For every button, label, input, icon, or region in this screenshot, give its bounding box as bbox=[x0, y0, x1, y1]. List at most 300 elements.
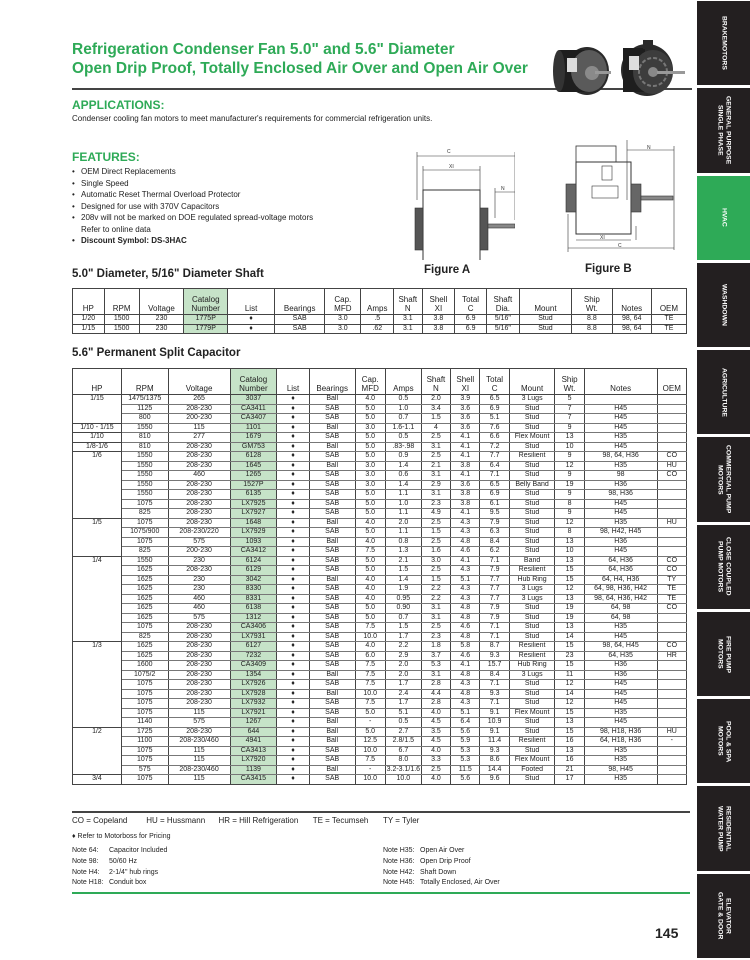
cell-catalog-number: 1679 bbox=[230, 433, 277, 443]
cell-amps: 1.0 bbox=[385, 499, 421, 509]
cell-list: ♦ bbox=[277, 471, 310, 481]
cell-total-c: 11.4 bbox=[480, 737, 509, 747]
cell-mount: Flex Mount bbox=[509, 708, 555, 718]
cell-cap-mfd: 4.0 bbox=[355, 642, 385, 652]
table-row bbox=[73, 480, 687, 490]
cell-shaft-n: 3.1 bbox=[394, 324, 422, 334]
cell-voltage: 208-230 bbox=[168, 689, 230, 699]
cell-mount: Hub Ring bbox=[509, 575, 555, 585]
cell-mount: Stud bbox=[519, 315, 571, 325]
cell-voltage: 208-230 bbox=[168, 727, 230, 737]
cell-catalog-number: 6135 bbox=[230, 490, 277, 500]
cell-amps: 0.6 bbox=[385, 471, 421, 481]
cell-rpm: 1075 bbox=[121, 775, 168, 785]
side-tab-label: POOL & SPA MOTORS bbox=[716, 720, 732, 762]
cell-oem: TE bbox=[651, 315, 686, 325]
cell-bearings: Ball bbox=[309, 518, 355, 528]
cell-mount: Stud bbox=[509, 442, 555, 452]
cell-rpm: 1550 bbox=[121, 490, 168, 500]
cell-total-c: 8.6 bbox=[480, 756, 509, 766]
side-tab-close-coupled-pump-motors[interactable] bbox=[697, 525, 750, 609]
cell-voltage: 208-230 bbox=[168, 452, 230, 462]
side-tab-elevator-gate-door[interactable] bbox=[697, 874, 750, 958]
cell-list: ♦ bbox=[277, 585, 310, 595]
cell-ship-wt: 14 bbox=[555, 632, 584, 642]
cell-list: ♦ bbox=[277, 756, 310, 766]
cell-voltage: 115 bbox=[168, 775, 230, 785]
cell-voltage: 230 bbox=[168, 556, 230, 566]
cell-rpm: 1550 bbox=[121, 480, 168, 490]
cell-total-c: 9.3 bbox=[480, 651, 509, 661]
col-header-shaft-dia: Shaft Dia. bbox=[486, 289, 519, 315]
cell-mount: Hub Ring bbox=[509, 661, 555, 671]
cell-shell-xi: 3.6 bbox=[451, 404, 480, 414]
cell-total-c: 9.1 bbox=[480, 727, 509, 737]
cell-ship-wt: 13 bbox=[555, 623, 584, 633]
cell-shell-xi: 4.3 bbox=[451, 518, 480, 528]
cell-shell-xi: 5.1 bbox=[451, 708, 480, 718]
cell-shaft-n: 2.3 bbox=[421, 499, 450, 509]
figure-a-diagram bbox=[395, 140, 515, 260]
cell-bearings: SAB bbox=[309, 642, 355, 652]
cell-bearings: SAB bbox=[309, 699, 355, 709]
cell-shaft-n: 3.1 bbox=[394, 315, 422, 325]
cell-shaft-n: 2.3 bbox=[421, 632, 450, 642]
cell-bearings: Ball bbox=[309, 461, 355, 471]
cell-rpm: 1100 bbox=[121, 737, 168, 747]
cell-shell-xi: 4.1 bbox=[451, 661, 480, 671]
cell-catalog-number: 1779P bbox=[184, 324, 228, 334]
cell-shell-xi: 4.1 bbox=[451, 509, 480, 519]
cell-cap-mfd: 7.5 bbox=[355, 680, 385, 690]
table-row bbox=[73, 708, 687, 718]
cell-ship-wt: 9 bbox=[555, 490, 584, 500]
cell-amps: 3.2-3.1/1.6 bbox=[386, 765, 421, 773]
cell-oem bbox=[657, 509, 686, 519]
cell-oem bbox=[657, 395, 686, 405]
cell-total-c: 7.9 bbox=[480, 604, 509, 614]
cell-rpm: 1140 bbox=[121, 718, 168, 728]
cell-list: ♦ bbox=[277, 708, 310, 718]
cell-mount: Resilient bbox=[509, 642, 555, 652]
cell-cap-mfd: 4.0 bbox=[355, 585, 385, 595]
table-row bbox=[73, 680, 687, 690]
cell-shell-xi: 11.5 bbox=[451, 765, 480, 775]
cell-list: ♦ bbox=[277, 566, 310, 576]
cell-cap-mfd: 7.5 bbox=[355, 547, 385, 557]
cell-rpm: 1550 bbox=[121, 471, 168, 481]
cell-list: ♦ bbox=[277, 651, 310, 661]
cell-voltage: 460 bbox=[168, 594, 230, 604]
cell-oem: CO bbox=[657, 566, 686, 576]
side-tab-hvac[interactable] bbox=[697, 176, 750, 260]
cell-list: ♦ bbox=[228, 315, 275, 325]
cell-total-c: 14.4 bbox=[480, 765, 509, 775]
cell-ship-wt: 15 bbox=[555, 642, 584, 652]
cell-notes: 64, H18, H36 bbox=[584, 737, 657, 747]
cell-shell-xi: 4.3 bbox=[451, 680, 480, 690]
cell-mount: Resilient bbox=[509, 452, 555, 462]
cell-oem: TY bbox=[657, 575, 686, 585]
col-header-notes: Notes bbox=[612, 289, 651, 315]
cell-mount: Stud bbox=[509, 537, 555, 547]
cell-amps: 1.6-1.1 bbox=[385, 423, 421, 433]
cell-ship-wt: 15 bbox=[555, 727, 584, 737]
cell-cap-mfd: 10.0 bbox=[355, 632, 385, 642]
cell-amps: .5 bbox=[361, 315, 394, 325]
oem-legend bbox=[72, 816, 690, 825]
cell-notes: 64, H36 bbox=[584, 556, 657, 566]
cell-oem bbox=[657, 632, 686, 642]
cell-catalog-number: CA3409 bbox=[230, 661, 277, 671]
cell-rpm: 800 bbox=[121, 414, 168, 424]
col-header-total-c: Total C bbox=[455, 289, 487, 315]
cell-ship-wt: 8.8 bbox=[572, 324, 612, 334]
dim-label-xi: XI bbox=[449, 164, 454, 170]
cell-cap-mfd: 7.5 bbox=[355, 661, 385, 671]
cell-shell-xi: 4.3 bbox=[451, 699, 480, 709]
cell-shaft-n: 2.9 bbox=[421, 480, 450, 490]
cell-shell-xi: 4.3 bbox=[451, 566, 480, 576]
col-header-bearings: Bearings bbox=[309, 369, 355, 395]
cell-voltage: 575 bbox=[168, 537, 230, 547]
cell-list: ♦ bbox=[277, 395, 310, 405]
cell-shell-xi: 4.3 bbox=[451, 585, 480, 595]
side-tab-label: AGRICULTURE bbox=[720, 367, 728, 417]
cell-catalog-number: 1354 bbox=[230, 670, 277, 680]
cell-total-c: 6.4 bbox=[480, 461, 509, 471]
cell-notes: H45 bbox=[584, 689, 657, 699]
cell-oem bbox=[657, 756, 686, 766]
cell-hp: 1/8-1/6 bbox=[73, 442, 122, 452]
side-tab-washdown[interactable] bbox=[697, 263, 750, 347]
side-tab-agriculture[interactable] bbox=[697, 350, 750, 434]
side-tab-pool-spa-motors[interactable] bbox=[697, 699, 750, 783]
cell-amps: 1.3 bbox=[385, 547, 421, 557]
cell-bearings: Ball bbox=[309, 718, 355, 728]
cell-bearings: SAB bbox=[309, 756, 355, 766]
cell-bearings: SAB bbox=[309, 556, 355, 566]
table-row bbox=[73, 689, 687, 699]
cell-bearings: Ball bbox=[309, 423, 355, 433]
cell-notes: H45 bbox=[584, 499, 657, 509]
table-row bbox=[73, 594, 687, 604]
cell-total-c: 7.2 bbox=[480, 442, 509, 452]
cell-ship-wt: 7 bbox=[555, 414, 584, 424]
cell-cap-mfd: 5.0 bbox=[355, 452, 385, 462]
cell-oem bbox=[657, 765, 686, 775]
table-row bbox=[73, 566, 687, 576]
note-value: Totally Enclosed, Air Over bbox=[420, 879, 500, 887]
side-tab-general-purpose-single-phase[interactable] bbox=[697, 88, 750, 172]
cell-ship-wt: 12 bbox=[555, 461, 584, 471]
cell-voltage: 208-230 bbox=[168, 632, 230, 642]
cell-total-c: 6.5 bbox=[480, 395, 509, 405]
table-row bbox=[73, 737, 687, 747]
cell-voltage: 208-230 bbox=[168, 499, 230, 509]
cell-shell-xi: 3.6 bbox=[451, 423, 480, 433]
cell-bearings: Ball bbox=[309, 670, 355, 680]
side-tab-label: CLOSE COUPLED PUMP MOTORS bbox=[716, 537, 732, 597]
cell-rpm: 1075 bbox=[121, 499, 168, 509]
cell-oem bbox=[657, 404, 686, 414]
cell-bearings: SAB bbox=[309, 509, 355, 519]
col-header-amps: Amps bbox=[385, 369, 421, 395]
cell-bearings: SAB bbox=[309, 452, 355, 462]
cell-voltage: 115 bbox=[168, 746, 230, 756]
cell-rpm: 1075 bbox=[121, 537, 168, 547]
cell-ship-wt: 12 bbox=[555, 585, 584, 595]
cell-shell-xi: 3.6 bbox=[451, 480, 480, 490]
cell-ship-wt: 13 bbox=[555, 594, 584, 604]
cell-bearings: SAB bbox=[309, 480, 355, 490]
cell-cap-mfd: 3.0 bbox=[355, 480, 385, 490]
cell-bearings: SAB bbox=[309, 471, 355, 481]
cell-voltage: 208-230 bbox=[168, 642, 230, 652]
cell-notes: H45 bbox=[584, 632, 657, 642]
cell-ship-wt: 12 bbox=[555, 699, 584, 709]
cell-list: ♦ bbox=[277, 556, 310, 566]
cell-amps: 2.8/1.5 bbox=[385, 737, 421, 747]
table-row bbox=[73, 727, 687, 737]
cell-voltage: 208-230 bbox=[168, 651, 230, 661]
cell-total-c: 6.3 bbox=[480, 528, 509, 538]
cell-bearings: SAB bbox=[309, 585, 355, 595]
col-header-bearings: Bearings bbox=[275, 289, 325, 315]
cell-ship-wt: 15 bbox=[555, 566, 584, 576]
cell-shell-xi: 4.3 bbox=[451, 528, 480, 538]
cell-amps: 0.90 bbox=[385, 604, 421, 614]
table-row bbox=[73, 442, 687, 452]
cell-shell-xi: 4.1 bbox=[451, 452, 480, 462]
cell-rpm: 1625 bbox=[121, 604, 168, 614]
cell-voltage: 208-230 bbox=[168, 461, 230, 471]
cell-cap-mfd: 5.0 bbox=[355, 414, 385, 424]
cell-shell-xi: 3.8 bbox=[422, 315, 455, 325]
cell-total-c: 7.1 bbox=[480, 556, 509, 566]
cell-mount: Stud bbox=[509, 423, 555, 433]
cell-ship-wt: 7 bbox=[555, 404, 584, 414]
cell-ship-wt: 16 bbox=[555, 737, 584, 747]
cell-oem bbox=[657, 613, 686, 623]
cell-cap-mfd: 3.0 bbox=[325, 324, 361, 334]
cell-voltage: 460 bbox=[168, 604, 230, 614]
cell-catalog-number: CA3407 bbox=[230, 414, 277, 424]
cell-total-c: 6.9 bbox=[480, 404, 509, 414]
cell-oem: CO bbox=[657, 556, 686, 566]
cell-list: ♦ bbox=[277, 718, 310, 728]
table-row bbox=[73, 765, 687, 775]
table2-header-row bbox=[73, 369, 687, 395]
cell-ship-wt: 9 bbox=[555, 471, 584, 481]
cell-mount: Resilient bbox=[509, 566, 555, 576]
table-row bbox=[73, 537, 687, 547]
cell-notes: 98, 64, H45 bbox=[584, 642, 657, 652]
cell-bearings: SAB bbox=[309, 623, 355, 633]
cell-mount: Stud bbox=[509, 490, 555, 500]
cell-catalog-number: CA3411 bbox=[230, 404, 277, 414]
cell-total-c: 9.6 bbox=[480, 775, 509, 785]
cell-shaft-n: 2.5 bbox=[421, 433, 450, 443]
oem-legend-item: TE = Tecumseh bbox=[312, 816, 369, 825]
side-tab-brakemotors[interactable] bbox=[697, 1, 750, 85]
cell-voltage: 208-230 bbox=[168, 623, 230, 633]
cell-rpm: 1550 bbox=[121, 452, 168, 462]
cell-ship-wt: 9 bbox=[555, 452, 584, 462]
cell-ship-wt: 13 bbox=[555, 556, 584, 566]
cell-catalog-number: LX7931 bbox=[230, 632, 277, 642]
cell-amps: 2.1 bbox=[385, 556, 421, 566]
cell-shaft-n: 3.1 bbox=[421, 490, 450, 500]
cell-mount: Flex Mount bbox=[509, 433, 555, 443]
cell-shaft-n: 4.9 bbox=[421, 509, 450, 519]
cell-catalog-number: GM753 bbox=[230, 442, 277, 452]
cell-amps: 0.8 bbox=[385, 537, 421, 547]
col-header-list: List bbox=[228, 289, 275, 315]
cell-notes: H35 bbox=[584, 746, 657, 756]
cell-list: ♦ bbox=[277, 423, 310, 433]
cell-list: ♦ bbox=[277, 699, 310, 709]
footer-divider bbox=[72, 892, 690, 894]
cell-catalog-number: 1265 bbox=[230, 471, 277, 481]
table-row bbox=[73, 315, 687, 325]
oem-legend-item: HU = Hussmann bbox=[146, 816, 206, 825]
side-tab-label: COMMERCIAL PUMP MOTORS bbox=[716, 445, 732, 514]
cell-list: ♦ bbox=[277, 452, 310, 462]
cell-rpm: 1075 bbox=[121, 623, 168, 633]
cell-amps: 0.5 bbox=[385, 433, 421, 443]
cell-list: ♦ bbox=[277, 404, 310, 414]
cell-shaft-n: 2.5 bbox=[421, 566, 450, 576]
cell-amps: 6.7 bbox=[385, 746, 421, 756]
cell-cap-mfd: 4.0 bbox=[355, 395, 385, 405]
cell-notes: H45 bbox=[584, 404, 657, 414]
cell-mount: Stud bbox=[509, 404, 555, 414]
pricing-note: ♦ Refer to Motorboss for Pricing bbox=[72, 833, 171, 840]
cell-cap-mfd: 5.0 bbox=[355, 566, 385, 576]
cell-bearings: SAB bbox=[309, 651, 355, 661]
col-header-oem: OEM bbox=[651, 289, 686, 315]
side-tab-label: BRAKEMOTORS bbox=[720, 16, 728, 71]
cell-voltage: 208-230/460 bbox=[168, 737, 230, 747]
side-tab-commercial-pump-motors[interactable] bbox=[697, 437, 750, 521]
cell-catalog-number: CA3415 bbox=[230, 775, 277, 785]
cell-amps: 0.7 bbox=[385, 414, 421, 424]
cell-notes: 98, H45 bbox=[584, 765, 657, 775]
cell-amps: 0.5 bbox=[385, 718, 421, 728]
cell-catalog-number: LX7921 bbox=[230, 708, 277, 718]
cell-catalog-number: 7232 bbox=[230, 651, 277, 661]
cell-amps: .83-.98 bbox=[385, 442, 421, 452]
cell-shell-xi: 4.8 bbox=[451, 632, 480, 642]
cell-list: ♦ bbox=[277, 528, 310, 538]
figure-b-diagram bbox=[562, 140, 682, 255]
cell-hp: 1/3 bbox=[73, 642, 122, 728]
col-header-catalog-number: Catalog Number bbox=[230, 369, 277, 395]
cell-cap-mfd: 10.0 bbox=[355, 775, 385, 785]
cell-catalog-number: LX7927 bbox=[230, 509, 277, 519]
cell-catalog-number: 1139 bbox=[230, 765, 277, 775]
cell-voltage: 460 bbox=[168, 471, 230, 481]
cell-cap-mfd: 10.0 bbox=[355, 689, 385, 699]
feature-item: • Designed for use with 370V Capacitors bbox=[72, 201, 313, 213]
cell-list: ♦ bbox=[277, 575, 310, 585]
cell-shell-xi: 3.8 bbox=[451, 490, 480, 500]
cell-mount: Stud bbox=[509, 613, 555, 623]
cell-rpm: 1625 bbox=[121, 642, 168, 652]
cell-cap-mfd: 5.0 bbox=[355, 490, 385, 500]
cell-cap-mfd: - bbox=[355, 718, 385, 728]
cell-bearings: SAB bbox=[309, 490, 355, 500]
note-key: Note 98: bbox=[72, 857, 99, 865]
cell-rpm: 825 bbox=[121, 547, 168, 557]
cell-catalog-number: 6128 bbox=[230, 452, 277, 462]
cell-catalog-number: 1093 bbox=[230, 537, 277, 547]
cell-ship-wt: 9 bbox=[555, 423, 584, 433]
cell-oem bbox=[657, 480, 686, 490]
cell-bearings: Ball bbox=[309, 575, 355, 585]
cell-ship-wt: 8 bbox=[555, 499, 584, 509]
cell-cap-mfd: 4.0 bbox=[355, 518, 385, 528]
cell-voltage: 200-230 bbox=[168, 414, 230, 424]
cell-voltage: 208-230 bbox=[168, 480, 230, 490]
cell-amps: 5.1 bbox=[385, 708, 421, 718]
dim-label-n: N bbox=[647, 145, 651, 151]
cell-list: ♦ bbox=[277, 680, 310, 690]
side-tab-label: WASHDOWN bbox=[720, 283, 728, 326]
side-tab-label: RESIDENTIAL WATER PUMP bbox=[716, 805, 732, 852]
cell-rpm: 1075 bbox=[121, 708, 168, 718]
cell-shaft-n: 4.0 bbox=[421, 708, 450, 718]
cell-oem bbox=[657, 708, 686, 718]
table-row bbox=[73, 556, 687, 566]
cell-mount: Stud bbox=[509, 680, 555, 690]
cell-mount: Stud bbox=[509, 414, 555, 424]
table-row bbox=[73, 651, 687, 661]
cell-amps: 2.0 bbox=[385, 518, 421, 528]
cell-mount: Resilient bbox=[509, 651, 555, 661]
cell-ship-wt: 19 bbox=[555, 613, 584, 623]
cell-total-c: 6.9 bbox=[480, 490, 509, 500]
cell-catalog-number: LX7920 bbox=[230, 756, 277, 766]
cell-shell-xi: 4.1 bbox=[451, 442, 480, 452]
side-tab-fire-pump-motors[interactable] bbox=[697, 612, 750, 696]
cell-total-c: 9.5 bbox=[480, 509, 509, 519]
cell-cap-mfd: 3.0 bbox=[325, 315, 361, 325]
cell-shell-xi: 4.1 bbox=[451, 556, 480, 566]
cell-catalog-number: 1527P bbox=[230, 480, 277, 490]
side-tab-residential-water-pump[interactable] bbox=[697, 786, 750, 870]
cell-notes: 98, 64 bbox=[612, 324, 651, 334]
cell-bearings: Ball bbox=[309, 727, 355, 737]
cell-bearings: SAB bbox=[309, 547, 355, 557]
cell-bearings: SAB bbox=[309, 404, 355, 414]
cell-list: ♦ bbox=[277, 547, 310, 557]
cell-shaft-n: 4.4 bbox=[421, 689, 450, 699]
cell-notes: H35 bbox=[584, 708, 657, 718]
cell-rpm: 810 bbox=[121, 433, 168, 443]
cell-hp: 1/15 bbox=[73, 324, 105, 334]
cell-amps: 1.1 bbox=[385, 509, 421, 519]
cell-shaft-n: 3.0 bbox=[421, 556, 450, 566]
cell-amps: 2.9 bbox=[385, 651, 421, 661]
cell-ship-wt: 19 bbox=[555, 480, 584, 490]
table-row bbox=[73, 518, 687, 528]
col-header-cap-mfd: Cap. MFD bbox=[325, 289, 361, 315]
cell-shaft-n: 3.7 bbox=[421, 651, 450, 661]
cell-shell-xi: 4.6 bbox=[451, 623, 480, 633]
table-row bbox=[73, 423, 687, 433]
